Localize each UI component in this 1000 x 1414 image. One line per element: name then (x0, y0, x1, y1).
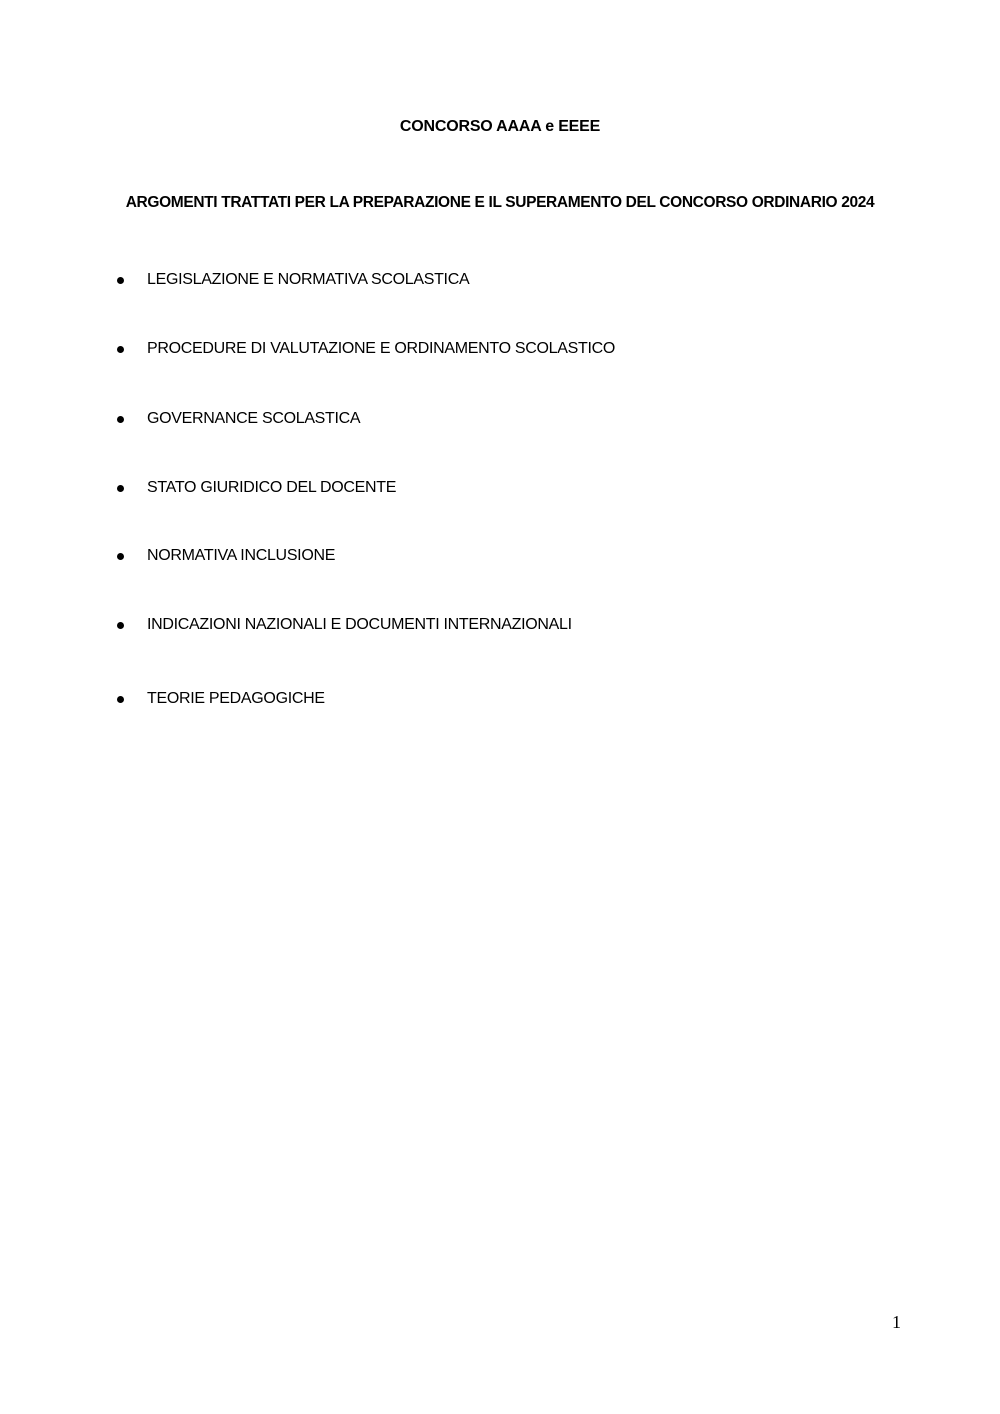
topic-label: INDICAZIONI NAZIONALI E DOCUMENTI INTERNAZIONALI (147, 616, 572, 633)
bullet-icon (117, 696, 124, 703)
bullet-icon (117, 485, 124, 492)
bullet-icon (117, 277, 124, 284)
document-title: CONCORSO AAAA e EEEE (399, 118, 601, 135)
topic-label: GOVERNANCE SCOLASTICA (147, 410, 361, 427)
bullet-icon (117, 416, 124, 423)
topic-label: TEORIE PEDAGOGICHE (147, 690, 325, 707)
page-number: 1 (892, 1312, 901, 1332)
document-subtitle: ARGOMENTI TRATTATI PER LA PREPARAZIONE E IL SUPERAMENTO DEL CONCORSO ORDINARIO 2024 (125, 194, 875, 211)
topic-label: NORMATIVA INCLUSIONE (147, 547, 336, 564)
bullet-icon (117, 553, 124, 560)
bullet-icon (117, 346, 124, 353)
topic-label: PROCEDURE DI VALUTAZIONE E ORDINAMENTO SCOLASTICO (147, 340, 616, 357)
bullet-icon (117, 622, 124, 629)
topic-label: LEGISLAZIONE E NORMATIVA SCOLASTICA (147, 271, 470, 288)
topic-label: STATO GIURIDICO DEL DOCENTE (147, 479, 397, 496)
